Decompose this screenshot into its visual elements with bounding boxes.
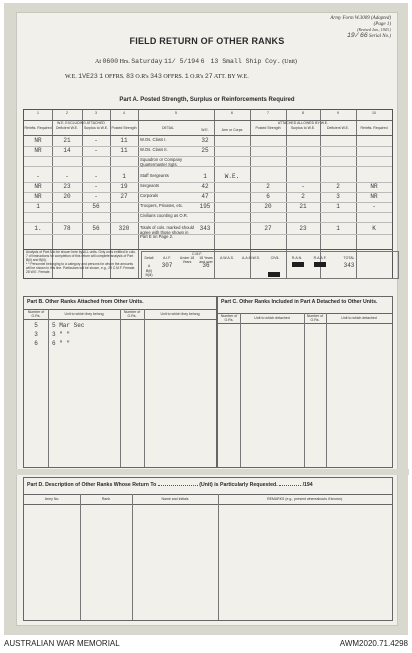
year-value: 6 <box>200 58 205 65</box>
colnum-4: 4 <box>123 111 125 115</box>
analysis-note: Analysis of Part A to be shown here by ALL units. Only units entitled in cols. 7 of instructions for completion of this return will complete analysis of Part B(ii) and B(iii). <box>26 250 136 262</box>
header-deficient-att: Deficient W.E. <box>327 126 349 130</box>
row-c2: 23 <box>63 183 71 190</box>
row-we: 195 <box>199 203 211 210</box>
row-c7: 2 <box>266 183 270 190</box>
analysis-cmf: C.M.F. <box>191 252 203 256</box>
part-d-unit-label: (Unit) is Particularly Requested. <box>199 482 278 488</box>
analysis-ran: R.A.N. <box>291 256 303 260</box>
row-c3: - <box>94 137 98 144</box>
row-c4: 1 <box>122 173 126 180</box>
offrs2-label: OFFRS. <box>163 74 184 80</box>
we-label: W.E. <box>65 74 77 80</box>
part-c-title: Part C. Other Ranks Included in Part A Detached to Other Units. <box>221 299 378 305</box>
redacted-block <box>268 272 280 277</box>
row-c10: NR <box>370 183 378 190</box>
analysis-table <box>141 251 399 279</box>
analysis-over18: 18 Years and over <box>199 256 213 264</box>
part-c-h2: Unit to which detached <box>254 316 290 320</box>
row-c3: 56 <box>92 225 100 232</box>
redacted-block <box>314 262 326 267</box>
row-we: 42 <box>201 183 209 190</box>
row-c10: NR <box>370 193 378 200</box>
date-value: 11/ 5/194 <box>164 58 200 65</box>
form-id-line3: (Revised Jan., 1943.) <box>357 27 391 32</box>
colnum-6: 6 <box>231 111 233 115</box>
analysis-awas: A.W.A.S. <box>219 256 234 260</box>
header-reinfts-att: Reinfts. Required <box>360 126 388 130</box>
col-divider <box>326 313 327 467</box>
row-divider <box>24 166 392 167</box>
strength-value: 343 <box>150 73 162 80</box>
row-we: 47 <box>201 193 209 200</box>
ors-value: 83 <box>126 73 134 80</box>
col-divider <box>80 494 81 620</box>
scanned-sheet <box>4 3 408 635</box>
row-c9: 1 <box>336 203 340 210</box>
part-b-box <box>23 296 217 468</box>
part-c-box <box>217 296 393 468</box>
part-b-h4: Unit to which they belong <box>160 312 200 316</box>
row-c4: 11 <box>120 147 128 154</box>
row-detail: Civilians counting as O.R. <box>140 213 188 218</box>
analysis-row-bii: B(ii) <box>145 269 153 273</box>
row-c3: - <box>94 147 98 154</box>
analysis-under18: Under 18 Years <box>179 256 195 264</box>
form-id-line1: Army Form W.3009 (Adapted) <box>330 16 391 21</box>
footer-credit: AUSTRALIAN WAR MEMORIAL <box>4 639 120 648</box>
row-divider <box>24 212 392 213</box>
part-d-title-line <box>27 482 313 488</box>
colnum-10: 10 <box>372 111 376 115</box>
part-c-h3: Number of O.Rs. <box>306 314 324 322</box>
col-divider <box>48 309 49 467</box>
row-detail: Troopers, Privates, etc. <box>140 203 184 208</box>
unit-label: (Unit) <box>282 59 297 65</box>
part-d-h3: Name and Initials <box>161 497 189 501</box>
row-detail: Squadron or Company Quartermaster Sgts. <box>140 157 183 167</box>
row-detail: Staff Sergeants <box>140 173 169 178</box>
footer-accession: AWM2020.71.4298 <box>339 639 408 648</box>
row-c2: 20 <box>63 193 71 200</box>
form-title: FIELD RETURN OF OTHER RANKS <box>129 36 285 46</box>
row-we: 343 <box>199 225 211 232</box>
row-detail: Corporals <box>140 193 159 198</box>
personnel-note: * * Personnel belonging to a category and persons for whom the amounts will be shown in this line. Particulars will be shown, e.g., 29 C.M.F. Female, 28 W.E. Female. <box>26 262 136 274</box>
row-we: 1 <box>203 173 207 180</box>
attached-header: ATTACHED ALLOWED BY W.E. <box>277 121 329 125</box>
part-d-h1: Army No. <box>44 497 60 501</box>
part-a-title: Part A. Posted Strength, Surplus or Reinforcements Required <box>119 97 295 103</box>
analysis-aif-value: 307 <box>161 262 173 269</box>
ors2-label: O.R's <box>190 74 204 80</box>
part-c-h4: Unit to which detached <box>341 316 377 320</box>
row-c10: - <box>372 203 376 210</box>
form-id-line2: (Page 1) <box>373 21 391 27</box>
part-b-unit: 5 Mar Sec <box>52 322 85 329</box>
row-c2: 78 <box>63 225 71 232</box>
part-d-box <box>23 477 393 621</box>
row-c1: NR <box>34 193 42 200</box>
row-c1: NR <box>34 183 42 190</box>
row-c3: - <box>94 193 98 200</box>
row-divider <box>218 323 392 324</box>
time-value: 0600 <box>102 58 119 65</box>
offrs-label: OFFRS. <box>104 74 125 80</box>
col-divider <box>120 309 121 467</box>
colnum-3: 3 <box>95 111 97 115</box>
analysis-row-biii: B(iii) <box>145 273 153 277</box>
row-c3: - <box>94 183 98 190</box>
row-c8: 21 <box>299 203 307 210</box>
row-c10: K <box>372 225 376 232</box>
row-c7: 20 <box>264 203 272 210</box>
header-deficient: Deficient W.E. <box>56 126 78 130</box>
part-b-h2: Unit to which they belong <box>64 312 104 316</box>
ors-label: O.R's <box>135 74 149 80</box>
colnum-8: 8 <box>302 111 304 115</box>
colnum-7: 7 <box>267 111 269 115</box>
row-c9: 3 <box>336 193 340 200</box>
row-c6: W.E. <box>224 173 240 180</box>
header-posted: Posted Strength <box>111 126 137 130</box>
header-we: W.E. <box>201 128 209 132</box>
row-divider <box>24 222 392 223</box>
part-b-number: 5 <box>34 322 38 329</box>
col-divider <box>240 313 241 467</box>
colnum-1: 1 <box>37 111 39 115</box>
colnum-9: 9 <box>337 111 339 115</box>
row-we: 25 <box>201 147 209 154</box>
row-c8: - <box>301 183 305 190</box>
row-detail: W.Os. Class I. <box>140 137 167 142</box>
row-c2: - <box>65 173 69 180</box>
part-d-date-suffix: /194 <box>302 482 313 488</box>
hrs-label: Hrs. <box>119 59 130 65</box>
analysis-total-value: 343 <box>343 262 355 269</box>
day-value: Saturday <box>131 58 163 65</box>
offrs2-value: 1 <box>184 73 189 80</box>
row-c1: NR <box>34 147 42 154</box>
we-value: 1VE23 <box>78 73 98 80</box>
row-c3: - <box>94 173 98 180</box>
part-b-unit: 6 " " <box>52 340 71 347</box>
col-divider <box>218 494 219 620</box>
row-c1: NR <box>34 137 42 144</box>
part-c-h1: Number of O.Rs. <box>220 314 238 322</box>
offrs-value: 1 <box>99 73 104 80</box>
form-paper <box>16 12 398 626</box>
row-divider <box>24 135 392 136</box>
row-c9: 2 <box>336 183 340 190</box>
row-c8: 2 <box>301 193 305 200</box>
part-d-h2: Rank <box>101 497 111 501</box>
row-detail: W.Os. Class II. <box>140 147 168 152</box>
fold-line <box>5 469 409 475</box>
row-c2: 14 <box>63 147 71 154</box>
row-detail: Totals of cols. marked should agree with those shown in Part E on Page 2. <box>140 225 194 240</box>
unit-value: 13 Small Ship Coy. <box>210 58 281 65</box>
analysis-aamws: A.A.M.W.S. <box>242 256 260 260</box>
row-c4: 19 <box>120 183 128 190</box>
we-excluding-header: W.E. EXCLUDING ATTACHED <box>57 121 105 125</box>
header-posted-att: Posted Strength <box>255 126 281 130</box>
header-surplus: Surplus to W.E. <box>83 126 109 130</box>
part-b-number: 3 <box>34 331 38 338</box>
serial-value: 66 <box>359 31 368 39</box>
part-b-h3: Number of O.Rs. <box>123 310 141 318</box>
analysis-total-label: TOTAL <box>343 256 355 260</box>
part-d-title: Part D. Description of Other Ranks Whose Return To <box>27 482 157 488</box>
analysis-detail: Detail <box>144 256 154 260</box>
header-line-2 <box>65 73 249 80</box>
col-divider <box>132 494 133 620</box>
redacted-block <box>292 262 304 267</box>
row-c9: 1 <box>336 225 340 232</box>
row-c7: 6 <box>266 193 270 200</box>
row-c4: 11 <box>120 137 128 144</box>
row-c2: 21 <box>63 137 71 144</box>
row-divider <box>24 156 392 157</box>
row-c8: 23 <box>299 225 307 232</box>
header-surplus-att: Surplus to W.E. <box>290 126 316 130</box>
row-divider <box>24 234 392 235</box>
row-c4: 320 <box>118 225 130 232</box>
part-b-h1: Number of O.Rs. <box>27 310 45 318</box>
ors2-value: 27 <box>204 73 213 80</box>
att-label: ATT. BY W.E. <box>213 74 249 80</box>
part-b-number: 6 <box>34 340 38 347</box>
row-we: 32 <box>201 137 209 144</box>
row-c3: 56 <box>92 203 100 210</box>
row-c1: 1 <box>36 203 40 210</box>
row-c7: 27 <box>264 225 272 232</box>
analysis-aif: A.I.F. <box>163 256 171 260</box>
header-detail: DETAIL <box>162 126 174 130</box>
analysis-row-a: A <box>147 264 151 268</box>
col-divider <box>144 309 145 467</box>
col-divider <box>304 313 305 467</box>
serial-no-label: Serial No.) <box>369 33 391 39</box>
part-b-unit: 3 " " <box>52 331 71 338</box>
row-c4: 27 <box>120 193 128 200</box>
part-d-h4: REMARKS (e.g., present whereabouts if known). <box>267 497 343 501</box>
header-reinfts: Reinfts. Required <box>24 126 52 130</box>
header-arm: Arm or Corps <box>221 128 243 132</box>
analysis-raaf: R.A.A.F. <box>313 256 327 260</box>
analysis-civil: CIVIL <box>270 256 280 260</box>
header-line-1 <box>95 58 297 65</box>
row-detail: Sergeants <box>140 183 160 188</box>
row-c1: 1. <box>34 225 42 232</box>
serial-prefix: 19/ <box>347 31 359 39</box>
at-label: At <box>95 59 101 65</box>
colnum-5: 5 <box>175 111 177 115</box>
row-c1: - <box>36 173 40 180</box>
part-b-title: Part B. Other Ranks Attached from Other Units. <box>27 299 144 305</box>
colnum-2: 2 <box>66 111 68 115</box>
analysis-over18-value: 36 <box>202 262 210 269</box>
